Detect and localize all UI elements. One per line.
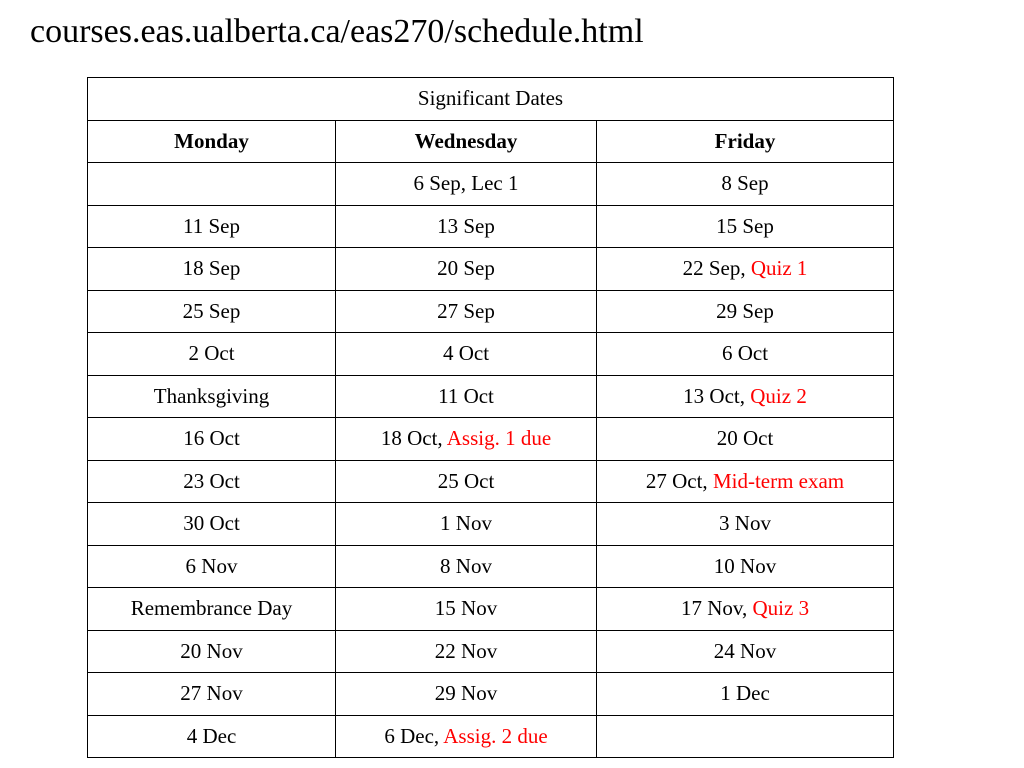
schedule-cell-monday (88, 248, 336, 291)
date-text: 22 Nov (434, 638, 498, 663)
event-text: Quiz 3 (752, 596, 810, 621)
significant-dates-table (87, 77, 894, 758)
date-text: 18 Oct, (380, 426, 447, 451)
event-text: Quiz 2 (750, 383, 807, 408)
date-text: 11 Oct (438, 383, 494, 408)
schedule-cell-monday (88, 290, 336, 333)
date-text: 10 Nov (713, 553, 777, 578)
schedule-cell-wednesday (336, 545, 597, 588)
schedule-cell-monday (88, 460, 336, 503)
table-row (88, 545, 894, 588)
schedule-cell-wednesday (336, 588, 597, 631)
date-text: 23 Oct (183, 468, 240, 493)
date-text: 29 Nov (434, 681, 498, 706)
schedule-cell-wednesday (336, 333, 597, 376)
schedule-cell-wednesday (336, 418, 597, 461)
table-row (88, 715, 894, 758)
table-row (88, 205, 894, 248)
table-row (88, 163, 894, 206)
date-text: 29 Sep (716, 298, 774, 323)
column-header-wednesday: Wednesday (336, 120, 597, 163)
schedule-cell-wednesday (336, 715, 597, 758)
schedule-cell-monday (88, 630, 336, 673)
schedule-cell-wednesday (336, 163, 597, 206)
event-text: Mid-term exam (712, 468, 845, 493)
schedule-cell-friday (597, 630, 894, 673)
date-text: 20 Sep (437, 256, 495, 281)
column-header-friday: Friday (597, 120, 894, 163)
schedule-cell-wednesday (336, 503, 597, 546)
date-text: 6 Dec, (384, 723, 444, 748)
date-text: 15 Nov (434, 596, 498, 621)
date-text: 30 Oct (183, 511, 240, 536)
schedule-cell-wednesday (336, 460, 597, 503)
date-text: 13 Oct, (683, 383, 751, 408)
date-text: 16 Oct (183, 426, 240, 451)
date-text: 11 Sep (183, 213, 240, 238)
schedule-cell-wednesday (336, 290, 597, 333)
table-row (88, 333, 894, 376)
date-text: 4 Oct (442, 341, 490, 366)
schedule-cell-monday (88, 503, 336, 546)
schedule-cell-monday (88, 375, 336, 418)
schedule-cell-monday (88, 333, 336, 376)
schedule-cell-friday (597, 333, 894, 376)
schedule-cell-wednesday (336, 630, 597, 673)
date-text: 24 Nov (713, 638, 777, 663)
schedule-cell-monday (88, 205, 336, 248)
schedule-cell-monday (88, 673, 336, 716)
schedule-cell-friday (597, 545, 894, 588)
table-row (88, 673, 894, 716)
date-text: 18 Sep (182, 256, 241, 281)
column-header-monday: Monday (88, 120, 336, 163)
date-text: 27 Nov (180, 681, 243, 706)
table-row (88, 290, 894, 333)
date-text: 8 Sep (721, 171, 769, 196)
schedule-cell-wednesday (336, 248, 597, 291)
table-caption: Significant Dates (88, 78, 894, 121)
date-text: 8 Nov (440, 553, 492, 578)
schedule-cell-wednesday (336, 673, 597, 716)
event-text: Quiz 1 (750, 256, 808, 281)
schedule-cell-friday (597, 290, 894, 333)
schedule-cell-friday (597, 163, 894, 206)
schedule-cell-monday (88, 545, 336, 588)
table-row (88, 588, 894, 631)
schedule-cell-monday (88, 715, 336, 758)
date-text: 27 Oct, (645, 468, 713, 493)
date-text: Remembrance Day (130, 596, 293, 621)
event-text: Assig. 1 due (446, 426, 552, 451)
schedule-cell-friday (597, 673, 894, 716)
date-text: 17 Nov, (680, 596, 753, 621)
table-caption-row (88, 78, 894, 121)
event-text: Assig. 2 due (443, 723, 548, 748)
date-text: 3 Nov (719, 511, 771, 536)
date-text: 1 Nov (440, 511, 492, 536)
table-row (88, 418, 894, 461)
date-text: 6 Sep, Lec 1 (413, 171, 519, 196)
date-text: 20 Oct (716, 426, 774, 451)
schedule-cell-monday (88, 163, 336, 206)
date-text: 6 Nov (185, 553, 238, 578)
schedule-cell-monday (88, 588, 336, 631)
date-text: 20 Nov (180, 638, 243, 663)
date-text: 13 Sep (437, 213, 495, 238)
date-text: 4 Dec (186, 723, 237, 748)
date-text: 6 Oct (721, 341, 769, 366)
schedule-cell-friday (597, 418, 894, 461)
schedule-cell-friday (597, 248, 894, 291)
table-row (88, 375, 894, 418)
table-row (88, 460, 894, 503)
table-row (88, 248, 894, 291)
schedule-cell-friday (597, 460, 894, 503)
table-body (88, 163, 894, 758)
schedule-cell-friday (597, 715, 894, 758)
schedule-cell-friday (597, 588, 894, 631)
schedule-cell-friday (597, 503, 894, 546)
date-text: 15 Sep (716, 213, 774, 238)
date-text: 22 Sep, (682, 256, 751, 281)
date-text: 27 Sep (437, 298, 495, 323)
schedule-cell-friday (597, 375, 894, 418)
date-text: 1 Dec (720, 681, 770, 706)
date-text: 25 Oct (437, 468, 495, 493)
date-text: Thanksgiving (153, 383, 270, 408)
table-row (88, 630, 894, 673)
table-header-row (88, 120, 894, 163)
page-url-title: courses.eas.ualberta.ca/eas270/schedule.html (30, 13, 644, 50)
schedule-cell-wednesday (336, 205, 597, 248)
schedule-cell-monday (88, 418, 336, 461)
date-text: 25 Sep (182, 298, 241, 323)
table-row (88, 503, 894, 546)
schedule-cell-friday (597, 205, 894, 248)
schedule-cell-wednesday (336, 375, 597, 418)
date-text: 2 Oct (188, 341, 235, 366)
